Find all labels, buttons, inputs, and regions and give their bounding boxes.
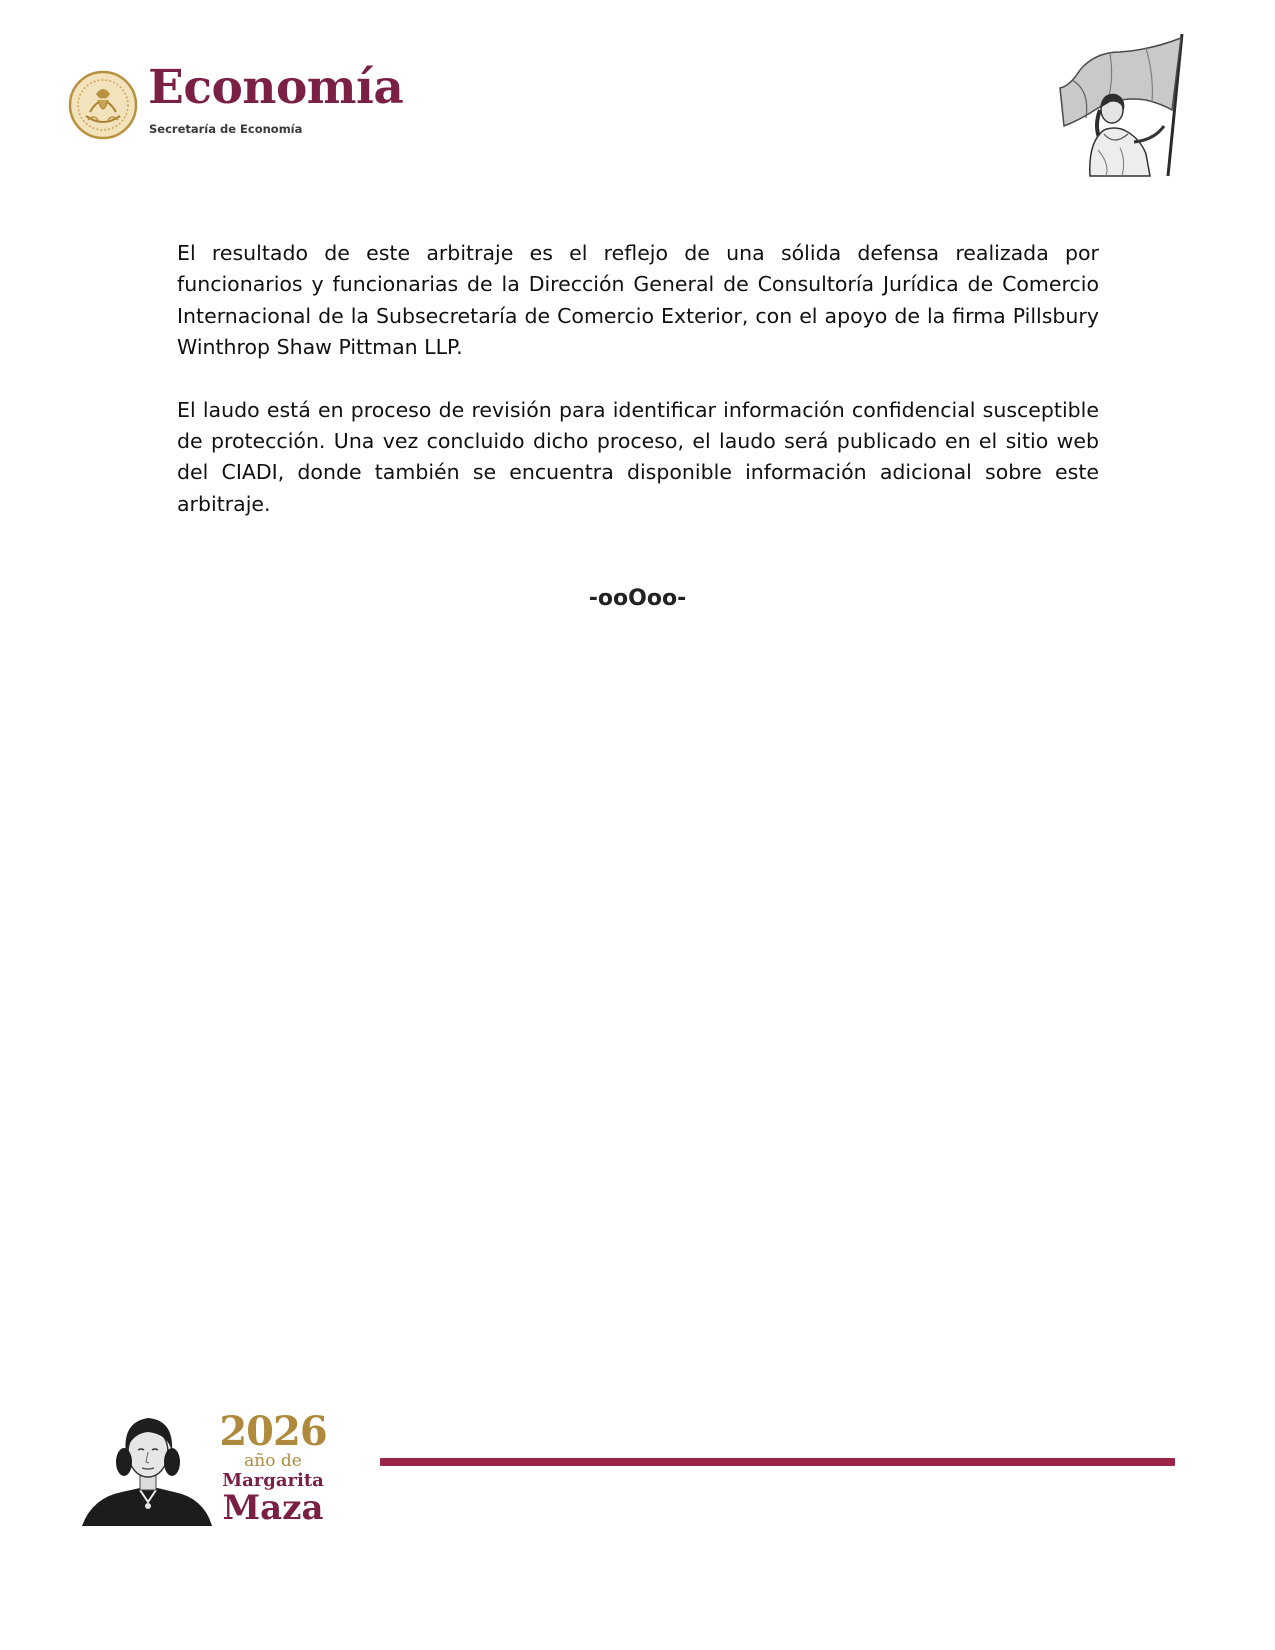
paragraph-award-review: El laudo está en proceso de revisión para identificar información confidencial susceptible de protección. Una vez concluido dicho proceso, el laudo será publicado en el sitio web del CIADI, donde también se encuentra disponible información adicional sobre este arbitraje.: [177, 397, 1099, 516]
document-body: [177, 238, 1099, 551]
coat-of-arms-icon: [68, 70, 138, 140]
closing-mark: -ooOoo-: [588, 586, 687, 611]
portrait-icon: [82, 1406, 212, 1526]
honoree-first-name: Margarita: [222, 1470, 324, 1491]
woman-with-flag-icon: [1050, 30, 1200, 180]
footer-divider: [380, 1458, 1175, 1466]
year-number: 2026: [219, 1408, 327, 1455]
paragraph-defense-result: El resultado de este arbitraje es el reflejo de una sólida defensa realizada por funcionarios y funcionarias de la Dirección General de Consultoría Jurídica de Comercio Internacional de la Subsecretaría de Comercio Exterior, con el apoyo de la firma Pillsbury Winthrop Shaw Pittman LLP.: [177, 241, 1099, 360]
brand-title: Economía: [148, 60, 404, 115]
year-connector: año de: [244, 1451, 302, 1471]
honoree-last-name: Maza: [222, 1488, 324, 1528]
year-dedication: [213, 1408, 333, 1532]
brand-subtitle: Secretaría de Economía: [149, 122, 303, 136]
economia-logo: [68, 60, 408, 146]
